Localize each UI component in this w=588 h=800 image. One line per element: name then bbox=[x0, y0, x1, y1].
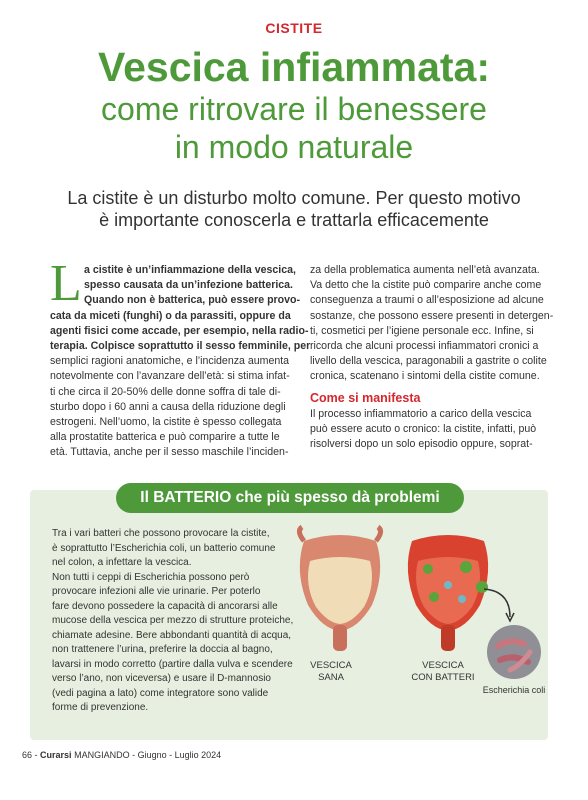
article-line: ricorda che alcuni processi infiammatori cronici a bbox=[310, 340, 539, 353]
box-line: lavarsi in modo corretto (partire dalla vulva e scendere bbox=[52, 658, 293, 670]
footer-separator: - bbox=[34, 750, 38, 760]
arrow-icon bbox=[480, 585, 520, 625]
label-escherichia-coli: Escherichia coli bbox=[482, 685, 546, 695]
box-line: Non tutti i ceppi di Escherichia possono però bbox=[52, 571, 250, 583]
article-right-column bbox=[310, 263, 554, 452]
article-line: età. Tuttavia, anche per il sesso maschile l’inciden- bbox=[50, 446, 289, 459]
article-line: notevolmente con l’avanzare dell’età: si stima infat- bbox=[50, 370, 290, 383]
article-line: sostanze, che possono essere presenti in detergen- bbox=[310, 309, 554, 322]
box-line: Tra i vari batteri che possono provocare la cistite, bbox=[52, 528, 270, 539]
drop-cap: L bbox=[50, 255, 82, 312]
article-line: sturbo dopo i 60 anni a causa della riduzione degli bbox=[50, 400, 286, 413]
article-line: risolversi dopo un solo episodio oppure, soprat- bbox=[310, 438, 533, 451]
magazine-issue: MANGIANDO - Giugno - Luglio 2024 bbox=[74, 750, 222, 760]
article-line: ti che circa il 20-50% delle donne soffra di tale di- bbox=[50, 385, 281, 398]
box-line: mucose della vescica per mezzo di strutture proteiche, bbox=[52, 615, 294, 626]
article-line: Va detto che la cistite può comparire anche come bbox=[310, 279, 542, 292]
article-line: Il processo infiammatorio a carico della vescica bbox=[310, 407, 532, 420]
label-infected-bladder bbox=[405, 660, 481, 684]
article-line: ti, cosmetici per l’igiene personale ecc. Infine, si bbox=[310, 324, 534, 337]
label-line: VESCICA bbox=[422, 660, 464, 671]
article-left-column bbox=[50, 255, 311, 461]
magazine-brand: Curarsi bbox=[40, 750, 72, 760]
box-line: verso l’ano, non viceversa) e usare il D-mannosio bbox=[52, 673, 271, 684]
box-line: è soprattutto l’Escherichia coli, un batterio comune bbox=[52, 542, 276, 554]
article-line: spesso causata da un’infezione batterica. bbox=[84, 279, 293, 292]
escherichia-coli-illustration bbox=[486, 624, 542, 680]
article-line: terapia. Colpisce soprattutto il sesso femminile, per bbox=[50, 340, 311, 353]
info-box-text bbox=[52, 527, 292, 716]
info-box-banner: Il BATTERIO che più spesso dà problemi bbox=[116, 483, 464, 513]
page-number: 66 bbox=[22, 750, 33, 760]
subtitle-line1: La cistite è un disturbo molto comune. Per questo motivo bbox=[67, 188, 521, 208]
box-line: non trattenere l’urina, preferire la doccia al bagno, bbox=[52, 644, 273, 655]
article-line: a cistite è un’infiammazione della vescica, bbox=[84, 264, 296, 276]
page-title-line3: in modo naturale bbox=[174, 129, 414, 165]
article-line: livello della vescica, paragonabili a gastrite o colite bbox=[310, 355, 547, 368]
box-line: forme di prevenzione. bbox=[52, 702, 149, 713]
page-footer bbox=[22, 750, 221, 760]
article-line: estrogeni. Nell’uomo, la cistite è spesso collegata bbox=[50, 416, 282, 429]
article-line: za della problematica aumenta nell’età avanzata. bbox=[310, 264, 540, 276]
article-line: agenti fisici come accade, per esempio, nella radio- bbox=[50, 324, 309, 337]
article-line: può essere acuto o cronico: la cistite, infatti, può bbox=[310, 422, 537, 435]
article-line: cronica, scatenano i sintomi della cistite comune. bbox=[310, 370, 540, 383]
section-kicker: CISTITE bbox=[265, 20, 323, 36]
box-line: provocare infezioni alle vie urinarie. Per poterlo bbox=[52, 586, 261, 597]
page-title-line2: come ritrovare il benessere bbox=[101, 91, 487, 127]
label-line: SANA bbox=[318, 672, 344, 683]
box-line: nel colon, a infettare la vescica. bbox=[52, 557, 192, 568]
subtitle-line2: è importante conoscerla e trattarla efficacemente bbox=[99, 210, 489, 230]
healthy-bladder-illustration bbox=[290, 527, 390, 655]
page-title-line1: Vescica infiammata: bbox=[98, 44, 490, 90]
box-line: chiamate adesine. Bere abbondanti quantità di acqua, bbox=[52, 629, 292, 641]
article-line: conseguenza a traumi o all’esposizione ad alcune bbox=[310, 294, 544, 307]
label-healthy-bladder bbox=[296, 660, 366, 684]
article-line: semplici ragioni anatomiche, e l’incidenza aumenta bbox=[50, 355, 290, 368]
box-line: fare devono possedere la capacità di ancorarsi alle bbox=[52, 600, 278, 612]
article-line: Quando non è batterica, può essere provo- bbox=[84, 294, 301, 307]
section-heading: Come si manifesta bbox=[310, 390, 421, 405]
box-line: (vedi pagina a lato) come integratore sono valide bbox=[52, 687, 269, 699]
label-line: VESCICA bbox=[310, 660, 352, 671]
label-line: CON BATTERI bbox=[411, 672, 475, 683]
article-line: alla prostatite batterica e può comparire a tutte le bbox=[50, 431, 280, 444]
article-line: cata da miceti (funghi) o da parassiti, oppure da bbox=[50, 309, 291, 322]
